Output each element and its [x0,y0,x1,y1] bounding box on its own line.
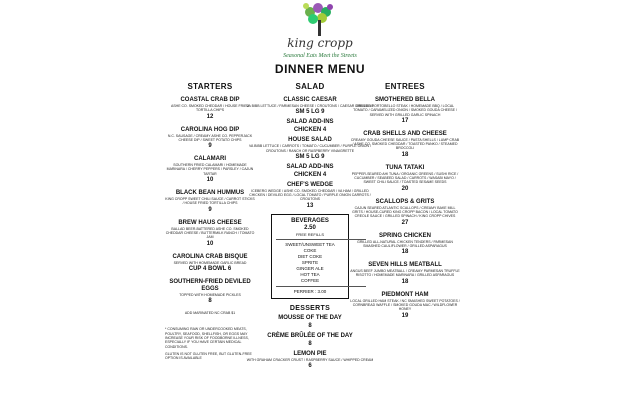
menu-item-name: CALAMARI [194,156,226,163]
menu-item [245,333,375,348]
menu-item-name: BREW HAUS CHEESE [178,219,242,226]
entrees-heading: ENTREES [385,82,425,91]
menu-item [350,233,460,257]
beverage-item: HOT TEA [300,271,320,277]
menu-item-price: SM 5 LG 9 [295,153,325,160]
menu-title: DINNER MENU [274,62,366,76]
gluten-note: GLUTEN IS NOT GLUTEN FREE, BUT GLUTEN-FREE OPTION IS AVAILABLE [165,351,252,361]
salad-heading: SALAD [295,82,325,91]
menu-item-description: ICEBERG WEDGE / ASHE CO. SMOKED CHEDDAR / VA HAM / GRILLED CHICKEN / DEVILED EGG / LOCAL TOMATO / PURPLE ONION CARROTS / CROUTONS [249,188,371,202]
menu-item [350,262,460,286]
menu-item-description: PEPPER-SEARED AHI TUNA / ORGANIC GREENS / SUSHI RICE / CUCUMBER / SEABEED SALAD / CARROTS / WASABI MAYO / SWEET CHILI SAUCE / TOASTED SESAME SEEDS [351,171,459,185]
menu-item-description: CREAMY GOUDA CHEESE SAUCE / PASTA SHELLS / LUMP CRAB / ASHE CO. SMOKED CHEDDAR / TOASTED PANKO / STEAMED BROCCOLI [350,137,460,151]
menu-item-description: VA BIBB LETTUCE / PARMESAN CHEESE / CROUTONS / CAESAR DRESSING [246,104,374,108]
free-refills: FREE REFILLS [295,231,324,237]
menu-item-name: CLASSIC CAESAR [283,97,337,103]
menu-item-price: 18 [401,151,409,158]
menu-item [165,190,255,214]
add-crab-note: ADD MARINATED NC CRAB $1 [184,311,236,316]
entrees-column [350,82,460,326]
menu-item-name: SEVEN HILLS MEATBALL [368,262,442,269]
menu-item-name: TUNA TATAKI [385,164,425,171]
menu-item [165,156,255,184]
menu-item-description: GRILLED PORTOBELLO STEAK / HOMEMADE BBQ / LOCAL TOMATO / CARAMELIZED ONION / SMOKED GOUDA CHEESE / SERVED WITH GRILLED GARLIC SPINACH [353,104,457,117]
starters-heading: STARTERS [187,82,233,91]
menu-item-price: 20 [401,185,409,192]
desserts-heading: DESSERTS [289,304,331,312]
menu-item-name: SALAD ADD-INS [286,163,334,170]
menu-item-price: CHICKEN 4 [293,171,327,178]
raw-food-footnote: * CONSUMING RAW OR UNDERCOOKED MEATS, POULTRY, SEAFOOD, SHELLFISH, OR EGGS MAY INCREASE YOUR RISK OF FOODBORNE ILLNESS, ESPECIALLY IF YOU HAVE CERTAIN MEDICAL CONDITIONS. [165,327,249,349]
menu-item-description: CAJUN SEARED ATLANTIC SCALLOPS / CREAMY BAKE MILL GRITS / HOUSE-CURED KING CROPP BACON / LOCAL TOMATO CREOLE SAUCE / GRILLED SPINACH / KING CROPP CHIVES [352,205,458,219]
beverage-item: GINGER ALE [296,265,324,271]
menu-item-description: GRILLED ALL-NATURAL CHICKEN TENDERS / PARMESAN SMASHED CAULIFLOWER / GRILLED ASPARAGUS [357,239,453,248]
starters-column [165,82,255,361]
menu-item-price: 6 [308,363,312,370]
beverages-box [271,214,349,299]
menu-item [165,254,255,273]
menu-item [350,165,460,193]
menu-item [350,97,460,125]
beverage-item: SWEET/UNSWEET TEA [285,241,335,247]
menu-item-price: CHICKEN 4 [293,127,327,134]
menu-item-name: COASTAL CRAB DIP [180,97,240,103]
entrees-list [350,97,460,320]
menu-item [165,127,255,151]
tree-logo-icon [280,2,360,36]
menu-item-price: 13 [306,202,314,209]
beverage-item: COKE [303,247,317,253]
beverage-item: DIET COKE [297,253,323,259]
menu-item-name: SPRING CHICKEN [378,232,431,239]
menu-item-name: HOUSE SALAD [288,137,332,144]
menu-item-description: WITH GRAHAM CRACKER CRUST / RASPBERRY SAUCE / WHIPPED CREAM [246,357,374,362]
menu-item-name: SOUTHERN-FRIED DEVILED EGGS [169,278,251,292]
menu-item-price: 18 [401,249,409,256]
beverage-item: SPRITE [301,259,319,265]
menu-item [165,97,255,121]
menu-item-price: 8 [308,322,312,329]
menu-item-price: 9 [208,206,212,213]
menu-item-price: CUP 4 BOWL 6 [188,265,232,272]
menu-item-name: BLACK BEAN HUMMUS [175,190,245,197]
beverages-price: 2.50 [304,224,316,231]
menu-item-price: 10 [206,240,214,247]
menu-item-price: 18 [401,278,409,285]
beverages-title: BEVERAGES [291,217,329,224]
menu-item-description: SERVED WITH HOMEMADE GARLIC BREAD [173,260,247,265]
menu-item [245,351,375,370]
menu-item-name: CAROLINA CRAB BISQUE [172,253,248,260]
menu-item-description: BALLAD BEER-BATTERED ASHE CO. SMOKED CHEDDAR CHEESE / BUTTERMILK RANCH / TOMATO JAM [165,226,255,240]
menu-item-description: TOPPED WITH HOMEMADE PICKLES [179,292,241,297]
menu-item-name: SCALLOPS & GRITS [375,198,435,205]
menu-item-price: SM 5 LG 9 [295,109,325,116]
perrier-price: PERRIER : 3.00 [293,288,327,294]
beverage-list [276,242,344,284]
menu-item-name: MOUSSE OF THE DAY [278,314,342,321]
menu-item-name: SMOTHERED BELLA [375,97,435,103]
menu-item-name: PIEDMONT HAM [381,291,429,298]
tagline: Seasonal Eats Meet the Streets [283,53,357,59]
menu-item-name: CRÈME BRÛLÉE OF THE DAY [267,332,353,339]
menu-item [350,292,460,320]
menu-item-description: KING CROPP SWEET CHILI SAUCE / CARROT STICKS / HOUSE FRIED TORTILLA CHIPS [165,197,255,206]
beverage-item: COFFEE [300,277,320,283]
brand-name: king cropp [287,36,353,50]
menu-item [350,199,460,227]
menu-item-description: ANGUS BEEF JUMBO MEATBALL / CREAMY PARMESAN TRUFFLE RISOTTO / HOMEMADE MARINARA / GRILLED ASPARAGUS [350,269,460,278]
menu-item-price: 19 [401,312,409,319]
menu-item-name: CHEF'S WEDGE [286,181,334,188]
menu-item-description: ASHE CO. SMOKED CHEDDAR / HOUSE FRIED TORTILLA CHIPS [171,104,249,113]
menu-item-description: VA BIBB LETTUCE / CARROTS / TOMATO / CUCUMBER / PURPLE ONION / CROUTONS / RANCH OR RASPBERRY VINAIGRETTE [248,144,371,153]
menu-item-name: CRAB SHELLS AND CHEESE [363,130,447,137]
menu-item-price: 12 [206,113,214,120]
menu-item-name: LEMON PIE [293,350,327,357]
menu-item [165,220,255,248]
menu-item-price: 8 [208,298,212,305]
menu-item [350,131,460,159]
menu-item-name: SALAD ADD-INS [286,119,334,126]
menu-item-price: 17 [401,117,409,124]
menu-item-name: CAROLINA HOG DIP [180,126,240,133]
menu-item-price: 8 [308,340,312,347]
menu-item-description: SOUTHERN FRIED CALAMARI / HOMEMADE MARINARA / CHERRY PEPPERS / PARSLEY / CAJUN TARTAR [166,163,254,176]
menu-item-description: LOCAL GRILLED HAM STEAK / NC SMASHED SWEET POTATOES / CORNBREAD WAFFLE / SMOKED GOUDA MAC / WILDFLOWER HONEY [350,298,460,312]
starters-list [165,97,255,305]
menu-item-price: 27 [401,219,409,226]
menu-item-description: N.C. SAUSAGE / CREAMY ASHE CO. PEPPERJACK CHEESE DIP / SWEET POTATO CHIPS [167,133,253,142]
menu-item-price: 10 [206,177,214,184]
menu-item [165,279,255,305]
menu-item-price: 9 [208,143,212,150]
